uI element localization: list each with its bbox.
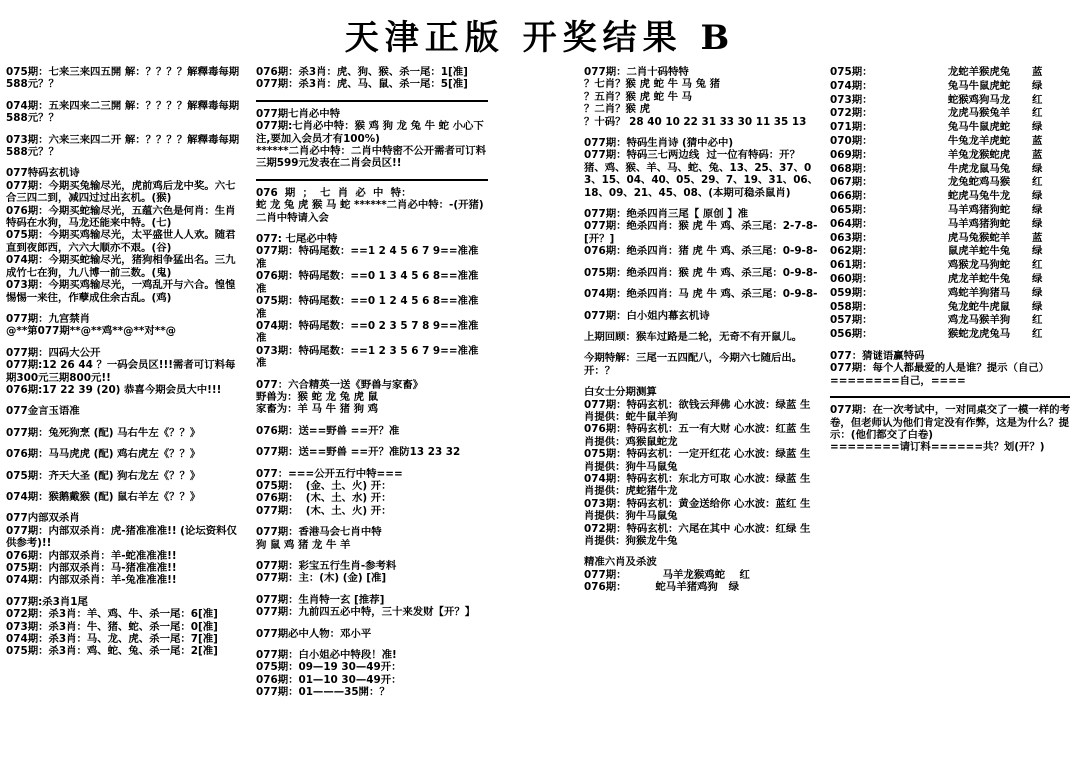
text-section [256, 233, 488, 369]
color-label: 绿 [1032, 162, 1043, 175]
zodiac-list: 兔马牛鼠虎蛇 [947, 79, 1011, 92]
text-line: 077: 七尾必中特 [256, 233, 338, 246]
text-line: 075期：内部双杀肖：马-猪准准准!! [6, 562, 177, 574]
text-line: 精准六肖及杀波 [584, 556, 657, 569]
text-line: @**第077期**@**鸡**@**对**@ [6, 325, 177, 338]
text-line: 075期：特码玄机：一定开红花 心水波：绿蓝 生肖提供：狗牛马鼠兔 [584, 448, 811, 473]
text-line: 077期：送==野兽 ==开？准防13 23 32 [256, 446, 461, 459]
zodiac-list: 蛇猴鸡狗马龙 [947, 93, 1011, 106]
zodiac-list: 龙蛇羊猴虎兔 [947, 66, 1011, 78]
text-line: 白女士分期测算 [584, 386, 657, 399]
period-label: 072期： [830, 107, 873, 120]
text-line: 072期：杀3肖：羊、鸡、牛、杀一尾：6[准] [6, 608, 218, 621]
text-section [256, 468, 488, 518]
text-section [256, 425, 488, 437]
period-label: 074期： [830, 79, 873, 92]
text-line: 076期：01—10 30—49开： [256, 673, 402, 686]
text-line: 076期：马马虎虎 (配) 鸡右虎左《？？》 [6, 448, 201, 461]
text-section [584, 267, 820, 279]
text-line: 今期特解：三尾一五四配八，今期六七随后出。开：？ [584, 352, 803, 377]
color-label: 绿 [1032, 300, 1043, 313]
text-line: 077特码玄机诗 [6, 167, 80, 180]
text-line: ========自己，==== [830, 374, 966, 387]
text-line: 076期:17 22 39 (20) 恭喜今期会员大中!!! [6, 383, 222, 396]
period-label: 075期： [830, 66, 873, 78]
zodiac-row [830, 80, 1070, 94]
text-line: 076期：今期买蛇输尽光，五蕴六色是何肖：生肖特码在水狗，马龙还能来中特。(七) [6, 204, 236, 230]
zodiac-row [830, 218, 1070, 232]
text-line: 077金言玉语准 [6, 405, 80, 418]
text-section [6, 427, 244, 439]
color-label: 红 [1032, 314, 1043, 327]
zodiac-list: 兔马牛鼠虎蛇 [947, 121, 1011, 134]
text-section [584, 310, 820, 322]
text-line: 077期： (木、土、火) 开： [256, 504, 392, 517]
color-label: 绿 [1032, 217, 1043, 230]
column-1 [6, 66, 244, 766]
zodiac-list: 鸡蛇羊狗猪马 [947, 286, 1011, 299]
zodiac-list: 虎龙羊蛇牛兔 [947, 272, 1011, 285]
text-section [584, 352, 820, 377]
text-line: 073期：特码玄机：黄金送给你 心水波：蓝红 生肖提供：狗牛马鼠兔 [584, 497, 811, 523]
zodiac-list: 蛇虎马兔牛龙 [947, 190, 1011, 203]
color-label: 红 [1032, 259, 1043, 272]
zodiac-list: 鸡龙马猴羊狗 [947, 314, 1011, 327]
text-section [830, 404, 1073, 454]
text-line: 077期：绝杀四肖：猴 虎 牛 鸡、杀三尾：2-7-8-[开？] [584, 220, 818, 245]
page-title: 天津正版 开奖结果 B [344, 18, 736, 58]
text-section [6, 347, 244, 397]
text-line: 075期：齐天大圣 (配) 狗右龙左《？？》 [6, 469, 201, 482]
text-line: 077期：九宫禁肖 [6, 312, 91, 325]
text-line: 076 期 ； 七 肖 必 中 特： [256, 186, 412, 199]
text-section [584, 66, 820, 128]
text-line: 077：六合精英一送《野兽与家畜》 [256, 378, 424, 391]
text-line: 077期：01———35開：？ [256, 686, 390, 699]
text-section [256, 594, 488, 619]
color-label: 绿 [1032, 203, 1043, 216]
zodiac-row [830, 190, 1070, 204]
zodiac-list: 鼠虎羊蛇牛兔 [947, 245, 1011, 258]
text-line: 074期：特码玄机：东北方可取 心水波：绿蓝 生肖提供：虎蛇猪牛龙 [584, 472, 811, 498]
text-line: 077期：兔死狗烹 (配) 马右牛左《？？》 [6, 426, 201, 439]
text-section [584, 386, 820, 547]
text-line: 073期：杀3肖：牛、猪、蛇、杀一尾：0[准] [6, 620, 218, 633]
zodiac-row [830, 66, 1070, 80]
text-section [256, 379, 488, 416]
period-label: 056期： [830, 328, 873, 341]
text-section [6, 405, 244, 417]
text-line: 077期：特码尾数：==1 2 4 5 6 7 9==准准准 [256, 245, 479, 270]
text-line: 074期：绝杀四肖：马 虎 牛 鸡、杀三尾：0-9-8- [584, 288, 818, 301]
text-line: 076期： (木、土、水) 开： [256, 492, 392, 505]
column-2 [256, 66, 488, 766]
color-label: 绿 [1032, 272, 1043, 285]
text-line: 077期:七肖必中特：猴 鸡 狗 龙 兔 牛 蛇 小心下注,要加入会员才有100%) [256, 120, 484, 145]
color-label: 蓝 [1032, 134, 1043, 147]
text-line: 077期：特码三七两边线 过一位有特码：开？猪、鸡、猴、羊、马、蛇、兔、13、25、37、03、15、04、40、05、29、7、19、31、06、18、09、21、45、08、(本期可稳杀鼠肖) [584, 149, 819, 199]
period-label: 070期： [830, 134, 873, 147]
text-line: 077期：特码生肖诗 (猜中必中) [584, 137, 734, 150]
zodiac-list: 马羊鸡猪狗蛇 [947, 217, 1011, 230]
period-label: 071期： [830, 121, 873, 134]
text-section [256, 108, 488, 170]
zodiac-row [830, 314, 1070, 328]
period-label: 067期： [830, 176, 873, 189]
text-line: 073期：今期买鸡输尽光，一鸡乱开与六合。惶惶惕惕一来往，作孽成住余古乱。(鸡) [6, 279, 236, 304]
zodiac-row [830, 135, 1070, 149]
text-section [6, 313, 244, 338]
text-line: 077期：内部双杀肖：虎-猪准准准!! (论坛资料仅供参考)!! [6, 524, 237, 550]
text-line: 蛇 龙 兔 虎 猴 马 蛇 ******二肖必中特：-(开猪) 二肖中特请入会 [256, 199, 488, 224]
text-line: 074期：五来四来二三開 解：？？？？解釋毒每期588元？？ [6, 99, 240, 125]
text-line: 077期：特码玄机：欲钱云拜佛 心水波：绿蓝 生肖提供：蛇牛鼠羊狗 [584, 398, 811, 423]
color-label: 绿 [1032, 121, 1043, 134]
period-label: 058期： [830, 300, 873, 313]
text-line: 077：===公开五行中特=== [256, 467, 403, 480]
divider [256, 179, 488, 181]
zodiac-row [830, 232, 1070, 246]
period-label: 062期： [830, 245, 873, 258]
text-line: 077期： 马羊龙猴鸡蛇 红 [584, 568, 750, 581]
zodiac-list: 龙兔蛇鸡马猴 [947, 176, 1011, 189]
text-section [584, 137, 820, 199]
text-section [256, 187, 488, 224]
text-line: 074期：今期买蛇输尽光，猪狗相争猛出名。三九成竹七在狗，九八博一前三数。(鬼) [6, 254, 236, 279]
text-line: 073期：六来三来四二开 解：？？？？解釋毒每期588元？？ [6, 133, 240, 159]
text-line: 075期：今期买鸡输尽光，太平盛世人人欢。随君直到夜郎西，六六大顺亦不艰。(谷) [6, 229, 236, 254]
color-label: 绿 [1032, 190, 1043, 203]
column-3 [584, 66, 820, 766]
zodiac-row [830, 176, 1070, 190]
text-section [584, 208, 820, 258]
zodiac-row [830, 273, 1070, 287]
text-line: 077期：在一次考试中，一对同桌交了一模一样的考卷，但老师认为他们肯定没有作弊，这是为什么？提 示：(他们都交了白卷) [830, 404, 1073, 441]
zodiac-list: 鸡猴龙马狗蛇 [947, 259, 1011, 272]
text-line: 狗 鼠 鸡 猪 龙 牛 羊 [256, 538, 351, 551]
zodiac-row [830, 107, 1070, 121]
text-line: 077内部双杀肖 [6, 512, 80, 525]
text-line: 075期：特码尾数：==0 1 2 4 5 6 8==准准准 [256, 295, 479, 320]
text-line: ？七肖？猴 虎 蛇 牛 马 兔 猪 [584, 78, 721, 91]
text-line: 075期：09—19 30—49开： [256, 661, 402, 674]
text-line: 077期：生肖特一玄 [推荐] [256, 593, 385, 606]
zodiac-list: 牛虎龙鼠马兔 [947, 162, 1011, 175]
text-line: 077期：香港马会七肖中特 [256, 526, 382, 539]
text-line: ？五肖？猴 虎 蛇 牛 马 [584, 90, 692, 103]
period-label: 069期： [830, 148, 873, 161]
text-line: 077期：白小姐必中特段！准! [256, 649, 397, 662]
text-line: 076期：内部双杀肖：羊-蛇准准准!! [6, 549, 177, 562]
text-line: 075期：七来三来四五開 解：？？？？解釋毒每期588元？？ [6, 66, 240, 91]
text-line: 077期必中人物：邓小平 [256, 627, 372, 640]
period-label: 059期： [830, 286, 873, 299]
zodiac-row [830, 328, 1070, 342]
text-line: 077期:杀3肖1尾 [6, 595, 88, 608]
text-line: 077期：白小姐内幕玄机诗 [584, 309, 710, 322]
riddle-section [830, 349, 1073, 454]
text-line: 076期：杀3肖：虎、狗、猴、杀一尾：1[准] [256, 66, 468, 78]
divider [830, 396, 1070, 398]
text-line: 077：猜谜语赢特码 [830, 349, 925, 362]
text-line: 075期：杀3肖：鸡、蛇、兔、杀一尾：2[准] [6, 645, 218, 658]
text-line: 075期：绝杀四肖：猴 虎 牛 鸡、杀三尾：0-9-8- [584, 266, 818, 279]
text-line: 上期回顾：猴车过路是二轮，无奇不有开鼠儿。 [584, 330, 803, 343]
text-line: ？十码？ 28 40 10 22 31 33 30 11 35 13 [584, 115, 807, 128]
text-line: 074期：内部双杀肖：羊-兔准准准!! [6, 574, 177, 587]
text-section [6, 596, 244, 658]
color-label: 绿 [1032, 245, 1043, 258]
text-section [6, 100, 244, 125]
text-line: 076期：送==野兽 ==开？准 [256, 424, 400, 437]
text-line: ******二肖必中特：二肖中特密不公开需者可订料三期599元发表在二肖会员区!! [256, 145, 487, 170]
period-label: 061期： [830, 259, 873, 272]
color-label: 蓝 [1032, 66, 1043, 78]
text-line: 077期：每个人都最爱的人是谁？提示（自己） [830, 362, 1050, 375]
text-section [584, 556, 820, 593]
text-line: 家畜为：羊 马 牛 猪 狗 鸡 [256, 403, 378, 416]
color-label: 红 [1032, 93, 1043, 106]
zodiac-row [830, 287, 1070, 301]
text-line: 073期：特码尾数：==1 2 3 5 6 7 9==准准准 [256, 344, 479, 370]
zodiac-row [830, 245, 1070, 259]
text-section [6, 470, 244, 482]
color-label: 绿 [1032, 79, 1043, 92]
zodiac-table [830, 66, 1070, 350]
zodiac-row [830, 121, 1070, 135]
divider [256, 100, 488, 102]
text-line: ========请订料======共？划(开？) [830, 441, 1045, 454]
zodiac-row [830, 149, 1070, 163]
text-line: 074期：杀3肖：马、龙、虎、杀一尾：7[准] [6, 633, 218, 646]
text-line: 075期： (金、土、火) 开： [256, 479, 392, 492]
text-line: 野兽为：猴 蛇 龙 兔 虎 鼠 [256, 390, 378, 403]
color-label: 绿 [1032, 286, 1043, 299]
text-section [256, 649, 488, 699]
text-line: 074期：特码尾数：==0 2 3 5 7 8 9==准准准 [256, 319, 479, 345]
text-line: 077期：彩宝五行生肖-参考料 [256, 560, 397, 572]
zodiac-row [830, 163, 1070, 177]
text-line: 077期七肖必中特 [256, 107, 341, 120]
period-label: 068期： [830, 162, 873, 175]
zodiac-list: 兔龙蛇牛虎鼠 [947, 300, 1011, 313]
text-section [256, 628, 488, 640]
period-label: 066期： [830, 190, 873, 203]
text-line: 077期：杀3肖：虎、马、鼠、杀一尾：5[准] [256, 78, 468, 91]
text-line: 076期：绝杀四肖：猪 虎 牛 鸡、杀三尾：0-9-8- [584, 245, 818, 258]
color-label: 红 [1032, 176, 1043, 189]
text-section [6, 167, 244, 303]
text-line: 072期：特码玄机：六尾在其中 心水波：红绿 生肖提供：狗猴龙牛兔 [584, 522, 811, 547]
text-line: 076期： 蛇马羊猪鸡狗 绿 [584, 581, 739, 594]
text-section [256, 446, 488, 458]
zodiac-list: 龙虎马猴兔羊 [947, 107, 1011, 120]
text-line: 077期：二肖十码特特 [584, 66, 689, 78]
text-section [830, 350, 1070, 387]
text-section [6, 491, 244, 503]
zodiac-list: 羊兔龙猴蛇虎 [947, 148, 1011, 161]
zodiac-list: 猴蛇龙虎兔马 [947, 328, 1011, 341]
text-line: ？二肖？猴 虎 [584, 103, 650, 116]
text-line: 077期:12 26 44 ？一码会员区!!!需者可订料每期300元三期800元!! [6, 359, 236, 384]
text-section [256, 66, 488, 91]
text-section [6, 134, 244, 159]
zodiac-row [830, 259, 1070, 273]
color-label: 红 [1032, 107, 1043, 120]
text-section [584, 331, 820, 343]
text-section [6, 66, 244, 91]
zodiac-list: 虎马兔猴蛇羊 [947, 231, 1011, 244]
column-4 [830, 66, 1073, 766]
period-label: 060期： [830, 272, 873, 285]
text-line: 076期：特码尾数：==0 1 3 4 5 6 8==准准准 [256, 270, 479, 295]
period-label: 063期： [830, 231, 873, 244]
text-section [6, 512, 244, 586]
zodiac-list: 牛兔龙羊虎蛇 [947, 134, 1011, 147]
color-label: 蓝 [1032, 148, 1043, 161]
color-label: 蓝 [1032, 231, 1043, 244]
text-section [256, 560, 488, 585]
zodiac-row [830, 301, 1070, 315]
text-line: 077期：四码大公开 [6, 346, 101, 359]
text-section [6, 448, 244, 460]
text-line: 077期：主：(木) (金) [准] [256, 572, 387, 585]
text-line: 076期：特码玄机：五一有大财 心水波：红蓝 生肖提供：鸡猴鼠蛇龙 [584, 423, 811, 448]
zodiac-row [830, 94, 1070, 108]
text-line: 077期：九前四五必中特，三十来发财【开？】 [256, 606, 476, 619]
text-line: 077期：今期买兔输尽光，虎前鸡后龙中奖。六七合三四二到，减四过过出玄机。(猴) [6, 179, 236, 205]
period-label: 073期： [830, 93, 873, 106]
period-label: 057期： [830, 314, 873, 327]
text-section [584, 288, 820, 300]
period-label: 065期： [830, 203, 873, 216]
period-label: 064期： [830, 217, 873, 230]
text-section [256, 526, 488, 551]
zodiac-row [830, 204, 1070, 218]
color-label: 红 [1032, 328, 1043, 341]
zodiac-list: 马羊鸡猪狗蛇 [947, 203, 1011, 216]
text-line: 074期：猴鹅戴猴 (配) 鼠右羊左《？？》 [6, 490, 201, 503]
text-line: 077期：绝杀四肖三尾【 原创 】准 [584, 208, 749, 221]
